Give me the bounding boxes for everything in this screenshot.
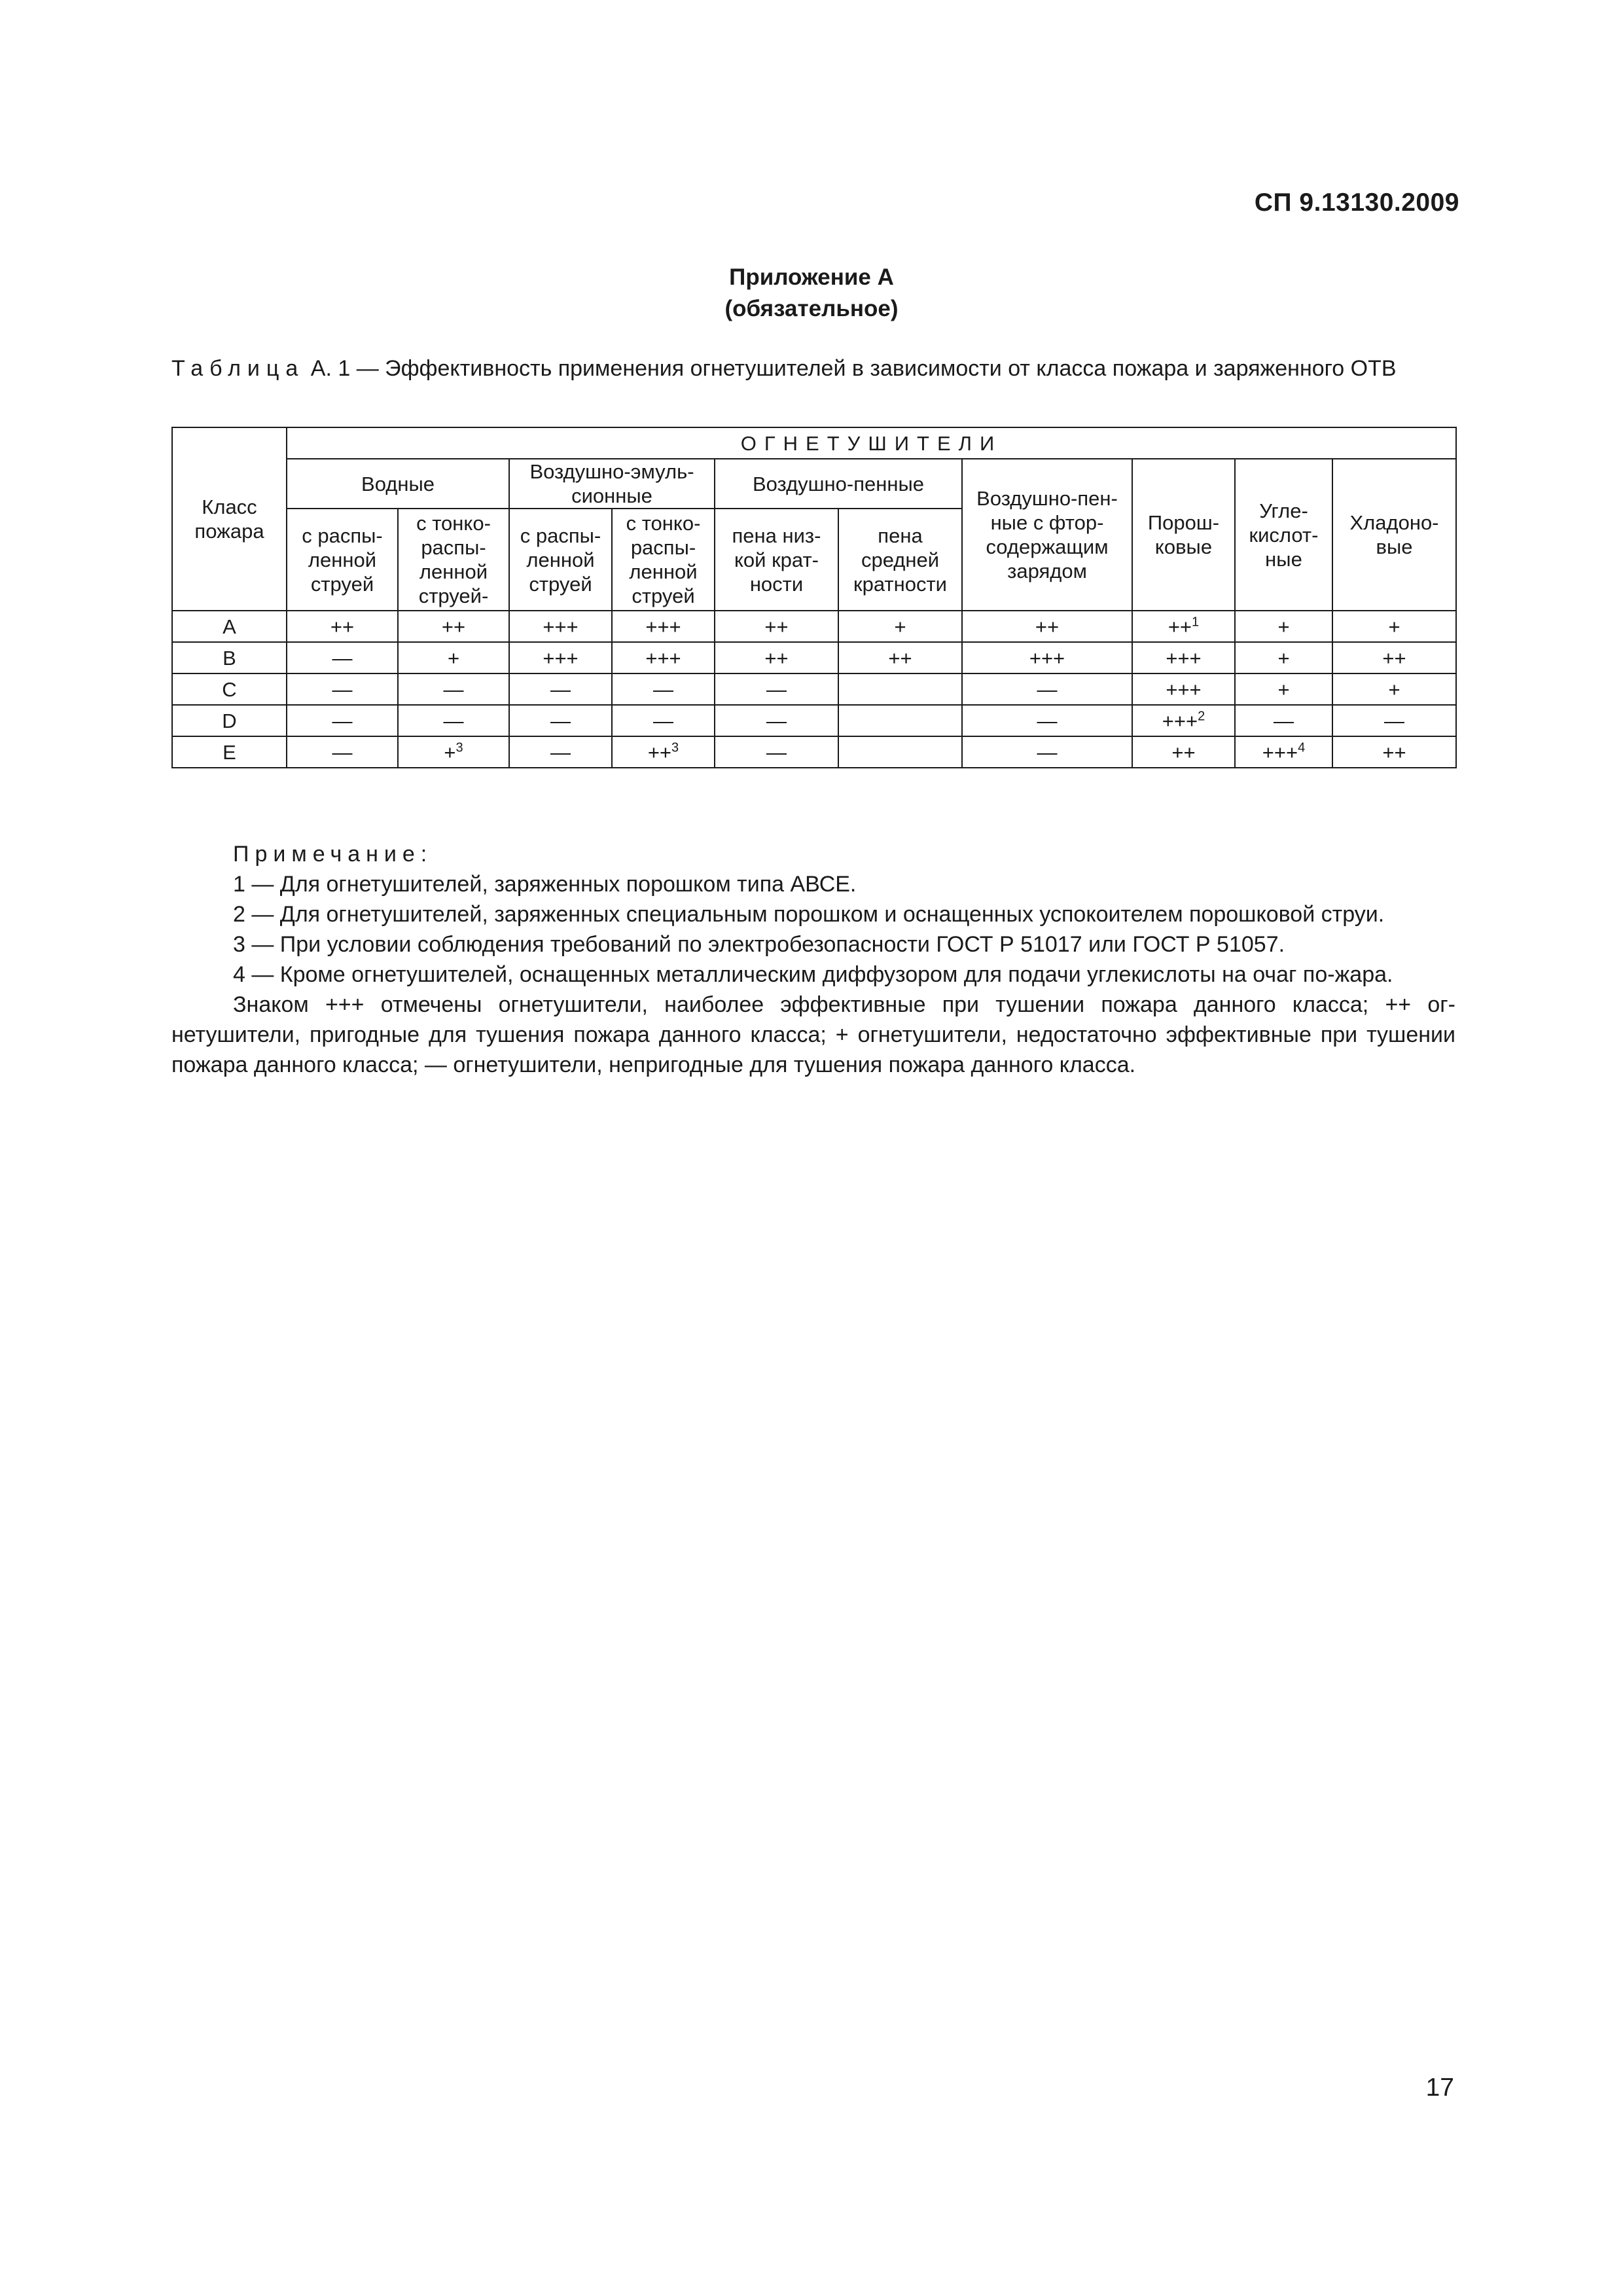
- table-row: [172, 736, 1456, 768]
- rating-value: —: [1037, 709, 1058, 732]
- table-caption: [171, 353, 1454, 384]
- rating-value: ++: [1171, 740, 1196, 764]
- rating-cell: [962, 642, 1132, 673]
- rating-value: +++: [1162, 709, 1198, 732]
- table-caption-label: Таблица: [171, 356, 305, 381]
- note-legend: Знаком +++ отмечены огнетушители, наиболее эффективные при тушении пожара данного класса; ++ ог-нетушители, пригодные для тушения пожара данного класса; + огнетушители, недостаточно эффективные при тушении пожара данного класса; — огнетушители, непригодные для тушения пожара данного класса.: [171, 992, 1455, 1077]
- rating-value: +: [1277, 615, 1290, 638]
- table-body: [172, 611, 1456, 768]
- footnote-ref: 1: [1192, 615, 1200, 630]
- rating-cell: [287, 642, 398, 673]
- rating-value: —: [332, 709, 353, 732]
- rating-value: —: [1037, 740, 1058, 764]
- rating-value: +++: [645, 646, 681, 670]
- header-air-emulsion: Воздушно-эмуль-сионные: [509, 459, 715, 509]
- rating-cell: [1132, 736, 1235, 768]
- rating-value: +: [1388, 615, 1400, 638]
- rating-value: —: [766, 740, 787, 764]
- rating-cell: [287, 673, 398, 705]
- header-powder: Порош-ковые: [1132, 459, 1235, 611]
- rating-value: +++: [645, 615, 681, 638]
- footnote-ref: 3: [671, 740, 679, 755]
- rating-value: +++: [1166, 646, 1202, 670]
- rating-cell: [1332, 705, 1456, 736]
- header-co2: Угле-кислот-ные: [1235, 459, 1332, 611]
- rating-value: ++: [441, 615, 466, 638]
- rating-cell: [287, 611, 398, 642]
- rating-value: —: [332, 677, 353, 701]
- subheader-emulsion-fine: с тонко-распы-ленной струей: [612, 509, 715, 611]
- header-air-foam: Воздушно-пенные: [715, 459, 962, 509]
- rating-cell: [612, 736, 715, 768]
- rating-value: ++: [1382, 740, 1406, 764]
- subheader-water-fine: с тонко-распы-ленной струей-: [398, 509, 509, 611]
- rating-cell: [838, 736, 962, 768]
- table-caption-text: А. 1 — Эффективность применения огнетушителей в зависимости от класса пожара и заряженного ОТВ: [310, 356, 1397, 381]
- rating-cell: [398, 736, 509, 768]
- rating-cell: [715, 736, 838, 768]
- rating-cell: [398, 611, 509, 642]
- rating-cell: [838, 642, 962, 673]
- fire-class-cell: D: [172, 705, 287, 736]
- rating-value: ++: [764, 615, 789, 638]
- rating-cell: [1332, 673, 1456, 705]
- rating-cell: [1332, 736, 1456, 768]
- rating-cell: [612, 611, 715, 642]
- rating-value: —: [443, 709, 464, 732]
- rating-cell: [1235, 642, 1332, 673]
- appendix-heading: [0, 262, 1623, 325]
- rating-value: ++: [1035, 615, 1060, 638]
- rating-value: +: [444, 740, 456, 764]
- rating-cell: [715, 705, 838, 736]
- rating-value: —: [550, 740, 571, 764]
- rating-cell: [1235, 705, 1332, 736]
- footnote-ref: 4: [1298, 740, 1306, 755]
- rating-value: +: [1277, 677, 1290, 701]
- note-item-3: 3 — При условии соблюдения требований по электробезопасности ГОСТ Р 51017 или ГОСТ Р 51057.: [233, 932, 1285, 957]
- rating-value: +++: [543, 646, 579, 670]
- footnote-ref: 2: [1198, 709, 1205, 724]
- rating-cell: [1132, 611, 1235, 642]
- rating-cell: [1332, 642, 1456, 673]
- rating-cell: [715, 642, 838, 673]
- header-class: Класс пожара: [172, 427, 287, 611]
- fire-class-cell: C: [172, 673, 287, 705]
- fire-class-cell: E: [172, 736, 287, 768]
- rating-cell: [1132, 642, 1235, 673]
- rating-cell: [1235, 736, 1332, 768]
- rating-cell: [398, 705, 509, 736]
- rating-cell: [287, 736, 398, 768]
- rating-cell: [715, 673, 838, 705]
- notes-section: [171, 839, 1455, 1080]
- rating-cell: [962, 611, 1132, 642]
- note-item-1: 1 — Для огнетушителей, заряженных порошком типа АВСЕ.: [233, 872, 857, 897]
- rating-value: +: [1388, 677, 1400, 701]
- extinguisher-table: [171, 427, 1457, 768]
- rating-cell: [509, 736, 612, 768]
- rating-cell: [287, 705, 398, 736]
- rating-cell: [1235, 611, 1332, 642]
- rating-value: +: [894, 615, 906, 638]
- rating-value: —: [653, 677, 673, 701]
- rating-value: ++: [330, 615, 355, 638]
- rating-cell: [398, 673, 509, 705]
- rating-cell: [1235, 673, 1332, 705]
- appendix-subtitle: (обязательное): [724, 296, 899, 321]
- rating-value: —: [766, 709, 787, 732]
- table-row: [172, 642, 1456, 673]
- page-number: 17: [1425, 2073, 1454, 2102]
- rating-value: +: [1277, 646, 1290, 670]
- rating-value: ++: [647, 740, 672, 764]
- rating-cell: [715, 611, 838, 642]
- header-extinguishers: ОГНЕТУШИТЕЛИ: [287, 427, 1456, 459]
- rating-cell: [509, 705, 612, 736]
- rating-value: —: [1037, 677, 1058, 701]
- rating-value: +++: [543, 615, 579, 638]
- rating-cell: [962, 673, 1132, 705]
- rating-value: —: [550, 709, 571, 732]
- rating-value: —: [766, 677, 787, 701]
- rating-cell: [509, 642, 612, 673]
- rating-value: —: [332, 646, 353, 670]
- table-row: [172, 673, 1456, 705]
- rating-cell: [1132, 705, 1235, 736]
- rating-cell: [509, 611, 612, 642]
- rating-value: +++: [1166, 677, 1202, 701]
- footnote-ref: 3: [455, 740, 463, 755]
- rating-value: +: [447, 646, 460, 670]
- table-row: [172, 611, 1456, 642]
- fire-class-cell: A: [172, 611, 287, 642]
- rating-value: ++: [1168, 615, 1192, 638]
- subheader-foam-medium: пена средней кратности: [838, 509, 962, 611]
- rating-value: ++: [888, 646, 912, 670]
- note-item-2: 2 — Для огнетушителей, заряженных специальным порошком и оснащенных успокоителем порошковой струи.: [233, 902, 1385, 927]
- rating-cell: [509, 673, 612, 705]
- header-halon: Хладоно-вые: [1332, 459, 1456, 611]
- rating-cell: [962, 705, 1132, 736]
- rating-value: —: [550, 677, 571, 701]
- note-item-4: 4 — Кроме огнетушителей, оснащенных металлическим диффузором для подачи углекислоты на очаг по-жара.: [233, 962, 1393, 987]
- rating-value: ++: [764, 646, 789, 670]
- subheader-emulsion-spray: с распы-ленной струей: [509, 509, 612, 611]
- rating-value: —: [443, 677, 464, 701]
- table-row: [172, 705, 1456, 736]
- rating-cell: [612, 673, 715, 705]
- rating-cell: [838, 705, 962, 736]
- appendix-title: Приложение А: [729, 264, 894, 290]
- rating-cell: [962, 736, 1132, 768]
- notes-title: Примечание:: [233, 842, 433, 867]
- rating-value: —: [653, 709, 673, 732]
- rating-cell: [398, 642, 509, 673]
- rating-cell: [838, 673, 962, 705]
- rating-value: +++: [1029, 646, 1065, 670]
- rating-value: —: [1384, 709, 1404, 732]
- rating-value: —: [332, 740, 353, 764]
- rating-value: —: [1274, 709, 1294, 732]
- subheader-water-spray: с распы-ленной струей: [287, 509, 398, 611]
- header-water: Водные: [287, 459, 509, 509]
- rating-value: +++: [1262, 740, 1298, 764]
- document-code: СП 9.13130.2009: [1254, 188, 1459, 217]
- rating-cell: [612, 642, 715, 673]
- rating-cell: [1332, 611, 1456, 642]
- rating-cell: [612, 705, 715, 736]
- subheader-foam-low: пена низ-кой крат-ности: [715, 509, 838, 611]
- rating-cell: [1132, 673, 1235, 705]
- rating-cell: [838, 611, 962, 642]
- header-fluorine-foam: Воздушно-пен-ные с фтор-содержащим зарядом: [962, 459, 1132, 611]
- rating-value: ++: [1382, 646, 1406, 670]
- fire-class-cell: B: [172, 642, 287, 673]
